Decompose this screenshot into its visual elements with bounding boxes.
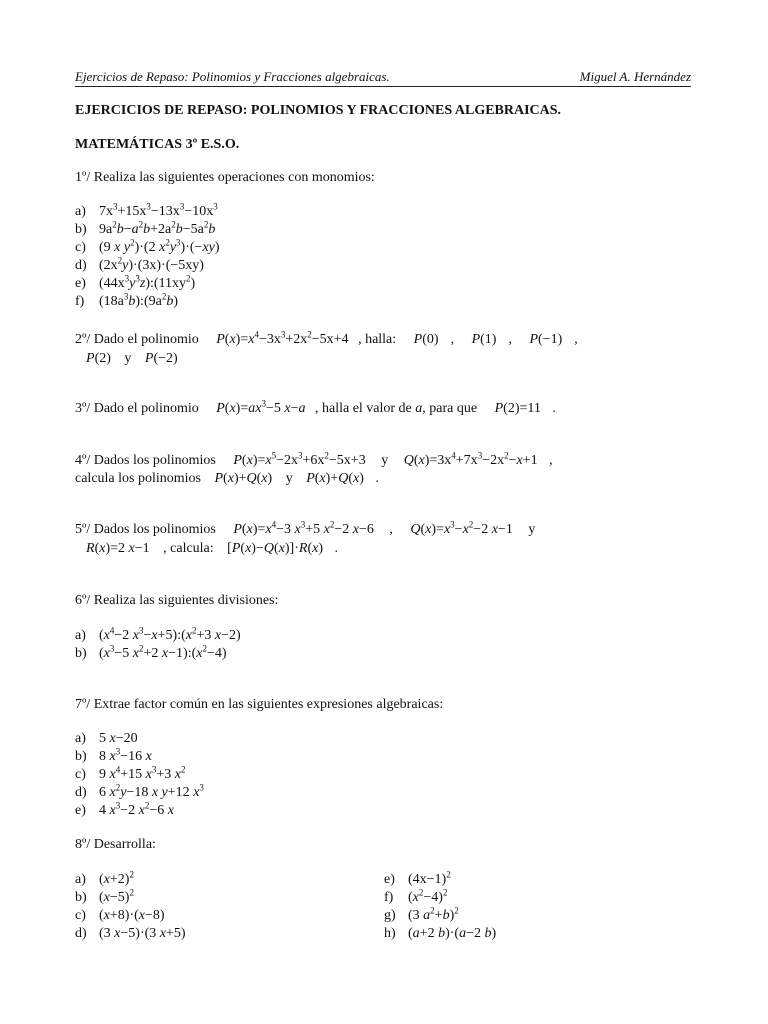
exercise-8-item-b: b) $(x-5)^2$	[75, 887, 134, 905]
exercise-6-item-b: b) ($x^3-5$ $x^2+2$ $x-1):(x^2-4)$	[75, 643, 227, 661]
exercise-1-item-d: d) $(2x^2y)\cdot(3x)\cdot(-5xy)$	[75, 255, 204, 273]
exercise-6-item-a: a) ($x^4-2$ $x^3-x+5):(x^2+3$ x−2)	[75, 625, 241, 643]
exercise-7-item-a: a) 5 x−20	[75, 731, 138, 746]
exercise-8-item-c: c) (x+8)·(x−8)	[75, 908, 165, 923]
exercise-8-item-f: f) $(x^2-4)^2$	[384, 887, 448, 905]
exercise-1-item-c: c) (9 x $y^2)\cdot(2$ $x^2y^3)\cdot(-xy)$	[75, 237, 220, 255]
exercise-7-statement: 7º/ Extrae factor común en las siguientes expresiones algebraicas:	[75, 697, 444, 712]
exercise-7-item-d: d) 6 $x^2y-18$ x y+12 $x^3$	[75, 782, 204, 800]
exercise-2-line-1: 2º/ Dado el polinomio $P(x)=x^4-3x^3+2x^2-5x+4$ , halla: P(0) , P(1) , P(−1) ,	[75, 329, 578, 347]
exercise-5-line-2: R(x)=2 x−1 , calcula: [P(x)−Q(x)]·R(x) .	[86, 541, 338, 556]
document-title: EJERCICIOS DE REPASO: POLINOMIOS Y FRACCIONES ALGEBRAICAS.	[75, 103, 562, 118]
exercise-7-item-e: e) 4 $x^3-2$ $x^2-6$ x	[75, 800, 174, 818]
exercise-3-statement: 3º/ Dado el polinomio $P(x)=ax^3-5$ x−a , halla el valor de a, para que P(2)=11 .	[75, 398, 556, 416]
document-subtitle: MATEMÁTICAS 3º E.S.O.	[75, 137, 240, 152]
exercise-8-item-e: e) $(4x-1)^2$	[384, 869, 451, 887]
exercise-1-item-f: f) $(18a^3b):(9a^2b)$	[75, 291, 178, 309]
exercise-8-item-g: g) (3 $a^2+b)^2$	[384, 905, 459, 923]
exercise-1-item-e: e) $(44x^3y^3z):(11xy^2)$	[75, 273, 196, 291]
exercise-7-item-b: b) 8 $x^3-16$ x	[75, 746, 152, 764]
exercise-8-right-list	[384, 871, 496, 943]
exercise-8-item-h: h) (a+2 b)·(a−2 b)	[384, 926, 497, 941]
page-header	[75, 69, 691, 87]
exercise-1-list	[75, 203, 220, 311]
exercise-1-item-a: a) $7x^3+15x^3-13x^3-10x^3$	[75, 201, 218, 219]
header-right: Miguel A. Hernández	[579, 69, 691, 84]
exercise-2-line-2: P(2) y P(−2)	[86, 351, 178, 366]
exercise-1-item-b: b) $9a^2b-a^2b+2a^2b-5a^2b$	[75, 219, 216, 237]
header-left: Ejercicios de Repaso: Polinomios y Fracciones algebraicas.	[75, 69, 390, 84]
exercise-5-line-1: 5º/ Dados los polinomios $P(x)=x^4-3$ $x^3+5$ $x^2-2$ x−6 , $Q(x)=x^3-x^2-2$ x−1 y	[75, 519, 536, 537]
exercise-4-line-1: 4º/ Dados los polinomios $P(x)=x^5-2x^3+6x^2-5x+3$ y $Q(x)=3x^4+7x^3-2x^2-x+1$ ,	[75, 450, 553, 468]
exercise-8-left-list	[75, 871, 186, 943]
exercise-6-list	[75, 627, 241, 663]
exercise-8-item-a: a) $(x+2)^2$	[75, 869, 134, 887]
exercise-6-statement: 6º/ Realiza las siguientes divisiones:	[75, 593, 279, 608]
exercise-8-statement: 8º/ Desarrolla:	[75, 837, 156, 852]
exercise-1-statement: 1º/ Realiza las siguientes operaciones con monomios:	[75, 170, 375, 185]
exercise-7-list	[75, 730, 204, 820]
exercise-8-item-d: d) (3 x−5)·(3 x+5)	[75, 926, 186, 941]
exercise-7-item-c: c) 9 $x^4+15$ $x^3+3$ $x^2$	[75, 764, 186, 782]
exercise-4-line-2: calcula los polinomios P(x)+Q(x) y P(x)+Q(x) .	[75, 471, 379, 486]
